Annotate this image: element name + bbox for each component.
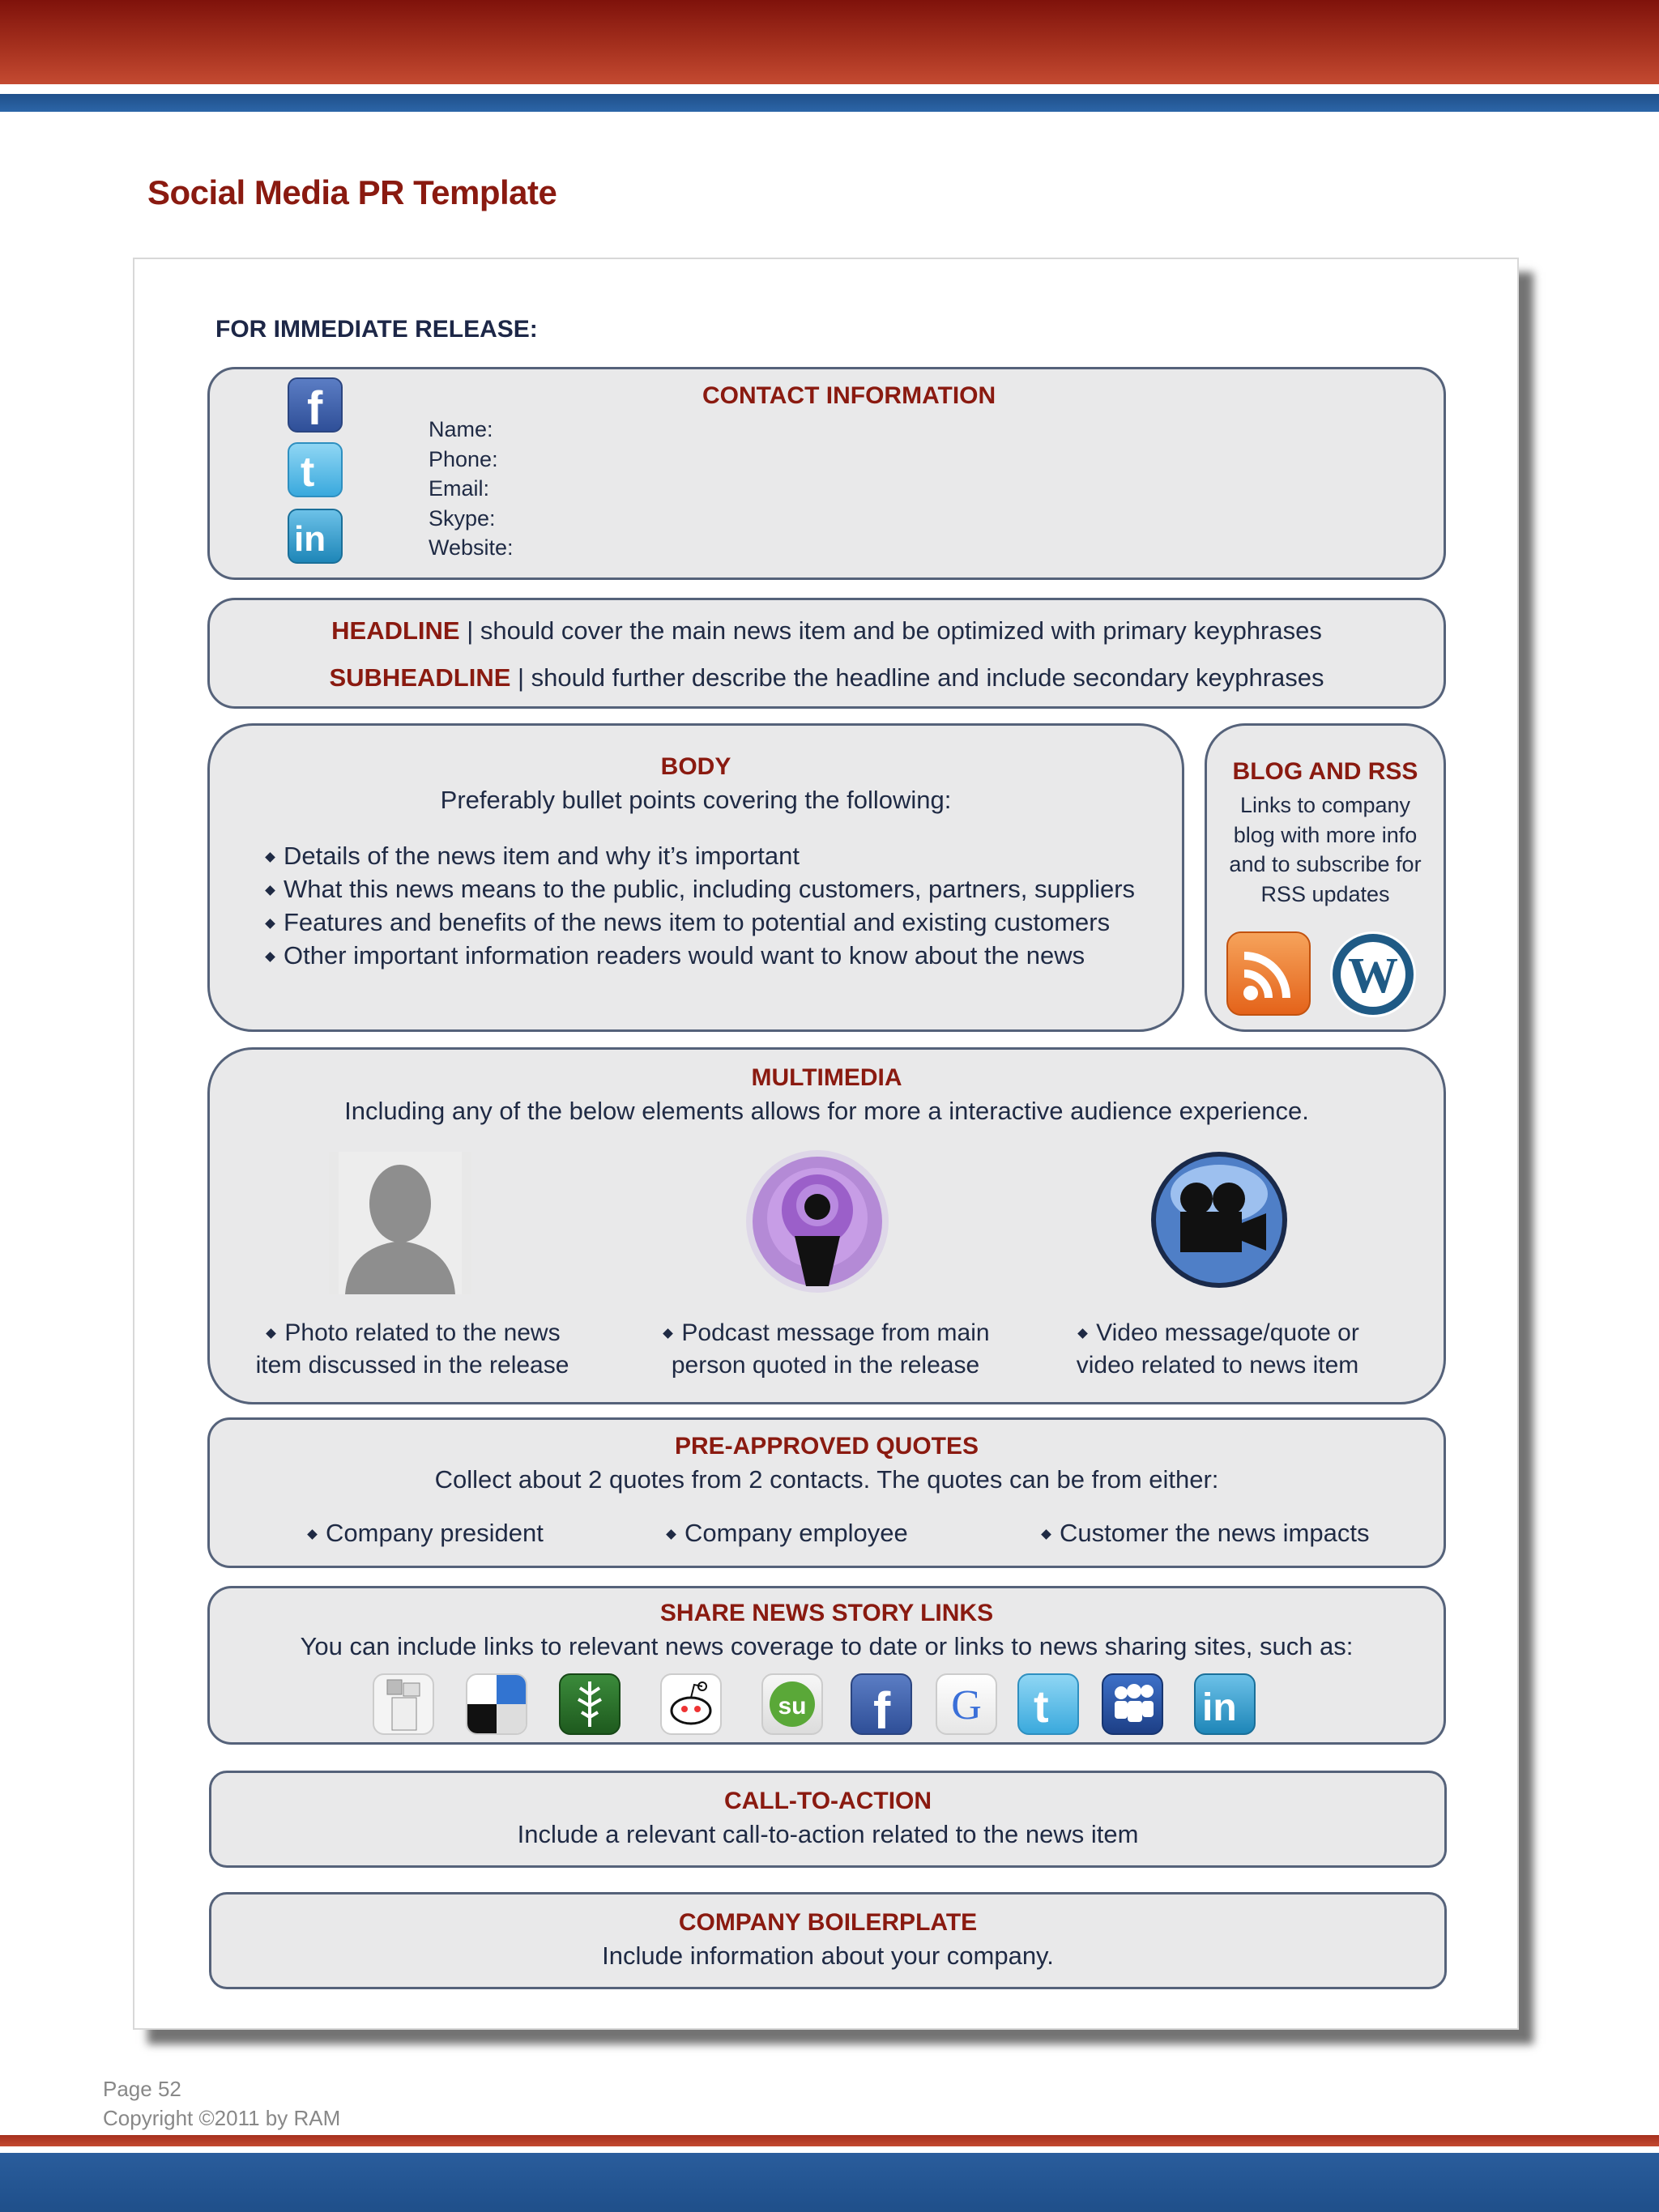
linkedin-icon[interactable]	[288, 509, 343, 564]
svg-text:G: G	[951, 1682, 982, 1728]
page-number: Page 52	[103, 2077, 181, 2101]
video-camera-icon	[1148, 1149, 1290, 1291]
quote-option: Company employee	[664, 1519, 908, 1548]
footer-divider	[0, 2146, 1659, 2153]
header-blue-bar	[0, 94, 1659, 112]
headline-box	[207, 598, 1446, 709]
multimedia-intro: Including any of the below elements allows for more a interactive audience experience.	[344, 1097, 1309, 1125]
subheadline-text: | should further describe the headline and include secondary keyphrases	[510, 663, 1324, 692]
headline-label: HEADLINE	[331, 616, 460, 645]
header-red-bar	[0, 0, 1659, 84]
boilerplate-box	[209, 1892, 1447, 1989]
list-item: What this news means to the public, including customers, partners, suppliers	[263, 872, 1135, 906]
contact-fields	[429, 415, 514, 563]
stumbleupon-icon[interactable]	[761, 1673, 823, 1735]
contact-field-skype: Skype:	[429, 505, 496, 531]
list-item: Details of the news item and why it’s important	[263, 839, 1135, 872]
multimedia-item-video: Video message/quote or video related to news item	[1076, 1319, 1359, 1379]
quotes-heading: PRE-APPROVED QUOTES	[674, 1433, 979, 1460]
headline-text: | should cover the main news item and be optimized with primary keyphrases	[459, 616, 1322, 645]
share-intro: You can include links to relevant news coverage to date or links to news sharing sites, such as:	[300, 1632, 1354, 1660]
list-item: Features and benefits of the news item to potential and existing customers	[263, 906, 1135, 939]
wordpress-icon[interactable]	[1330, 931, 1416, 1017]
boilerplate-heading: COMPANY BOILERPLATE	[678, 1909, 978, 1936]
list-item: Other important information readers would want to know about the news	[263, 939, 1135, 972]
google-icon[interactable]	[936, 1673, 997, 1735]
multimedia-item-photo: Photo related to the news item discussed in the release	[255, 1319, 569, 1379]
body-heading: BODY	[660, 753, 731, 780]
quotes-box	[207, 1417, 1446, 1568]
bullet-diamond-icon	[265, 918, 275, 929]
contact-field-phone: Phone:	[429, 446, 498, 471]
subheadline-line	[210, 663, 1444, 693]
header-divider	[0, 84, 1659, 94]
podcast-icon	[744, 1149, 890, 1294]
cta-text: Include a relevant call-to-action related to the news item	[517, 1820, 1139, 1848]
myspace-icon[interactable]	[1102, 1673, 1163, 1735]
linkedin-icon[interactable]	[1194, 1673, 1256, 1735]
blog-box	[1205, 723, 1446, 1032]
svg-text:f: f	[307, 382, 323, 431]
bullet-diamond-icon	[265, 952, 275, 962]
body-intro: Preferably bullet points covering the following:	[440, 786, 952, 814]
svg-text:t: t	[301, 449, 315, 496]
contact-heading: CONTACT INFORMATION	[702, 382, 996, 409]
bullet-diamond-icon	[663, 1328, 674, 1339]
bullet-diamond-icon	[267, 1328, 277, 1339]
facebook-icon[interactable]	[288, 377, 343, 433]
share-heading: SHARE NEWS STORY LINKS	[659, 1600, 994, 1626]
bullet-diamond-icon	[1041, 1529, 1051, 1540]
body-box	[207, 723, 1184, 1032]
body-bullets	[263, 839, 1135, 972]
cta-heading: CALL-TO-ACTION	[723, 1788, 932, 1814]
footer-blue-bar	[0, 2153, 1659, 2212]
cta-box	[209, 1771, 1447, 1868]
svg-text:t: t	[1034, 1681, 1049, 1732]
svg-text:in: in	[294, 519, 326, 559]
rss-icon[interactable]	[1226, 931, 1311, 1016]
blog-heading: BLOG AND RSS	[1232, 758, 1418, 785]
quote-option: Company president	[305, 1519, 544, 1548]
twitter-icon[interactable]	[1017, 1673, 1079, 1735]
headline-line	[210, 616, 1444, 646]
blog-description: Links to company blog with more info and to subscribe for RSS updates	[1229, 793, 1422, 906]
facebook-icon[interactable]	[851, 1673, 912, 1735]
newsvine-icon[interactable]	[559, 1673, 621, 1735]
footer-red-bar	[0, 2135, 1659, 2146]
delicious-icon[interactable]	[466, 1673, 527, 1735]
multimedia-item-podcast: Podcast message from main person quoted in the release	[639, 1317, 1012, 1382]
contact-field-email: Email:	[429, 476, 490, 501]
contact-field-website: Website:	[429, 535, 514, 560]
subheadline-label: SUBHEADLINE	[329, 663, 511, 692]
multimedia-box	[207, 1047, 1446, 1404]
svg-text:in: in	[1202, 1686, 1237, 1729]
bullet-diamond-icon	[1077, 1328, 1088, 1339]
quote-option: Customer the news impacts	[1039, 1519, 1369, 1548]
quotes-intro: Collect about 2 quotes from 2 contacts. The quotes can be from either:	[434, 1465, 1219, 1494]
bullet-diamond-icon	[265, 852, 275, 863]
photo-silhouette-icon	[329, 1152, 471, 1294]
svg-text:f: f	[873, 1681, 891, 1733]
bullet-diamond-icon	[265, 885, 275, 896]
svg-text:W: W	[1348, 948, 1398, 1004]
release-label: FOR IMMEDIATE RELEASE:	[215, 316, 538, 343]
contact-box	[207, 367, 1446, 580]
page-title: Social Media PR Template	[147, 173, 557, 211]
boilerplate-text: Include information about your company.	[602, 1941, 1054, 1970]
twitter-icon[interactable]	[288, 442, 343, 497]
multimedia-heading: MULTIMEDIA	[751, 1064, 902, 1091]
reddit-icon[interactable]	[660, 1673, 722, 1735]
copyright: Copyright ©2011 by RAM	[103, 2106, 341, 2130]
bullet-diamond-icon	[666, 1529, 676, 1540]
bullet-diamond-icon	[307, 1529, 318, 1540]
svg-text:su: su	[778, 1693, 807, 1720]
contact-field-name: Name:	[429, 417, 493, 441]
mixx-icon[interactable]	[373, 1673, 434, 1735]
